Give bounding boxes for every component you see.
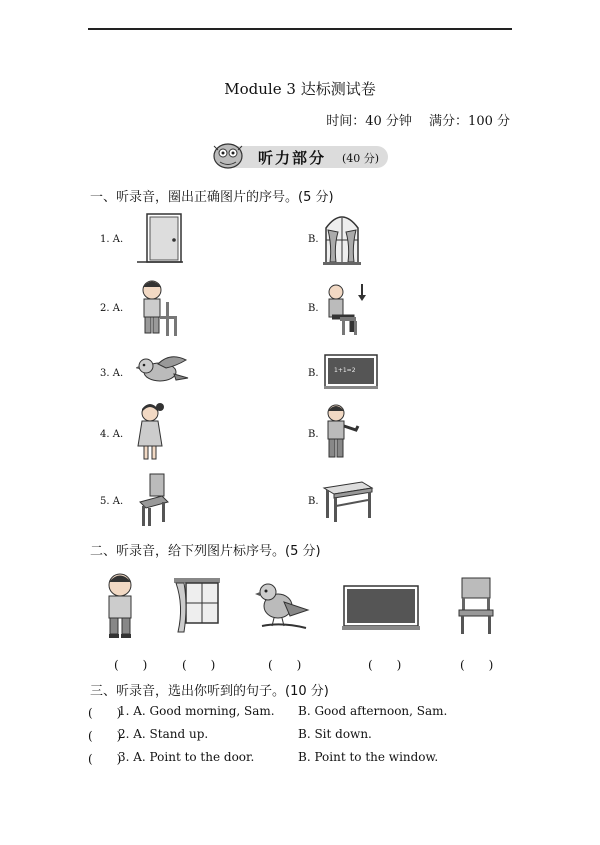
part3-heading: 三、听录音，选出你听到的句子。(10 分) bbox=[90, 684, 329, 699]
time-label: 时间：40 分钟 bbox=[326, 114, 412, 129]
part2-answer-blank-2[interactable]: ( ) bbox=[182, 658, 216, 672]
blackboard-icon bbox=[342, 584, 420, 632]
exam-meta bbox=[326, 110, 510, 129]
banner-points: (40 分) bbox=[342, 152, 380, 165]
door-icon bbox=[135, 212, 185, 264]
svg-text:1+1=2: 1+1=2 bbox=[334, 367, 356, 374]
q3-3-option-a: 3. A. Point to the door. bbox=[118, 750, 255, 764]
q2-b-label: B. bbox=[308, 303, 319, 314]
part3-answer-blank-3[interactable]: ( ) bbox=[88, 752, 122, 766]
boy-pointing-icon bbox=[322, 402, 362, 462]
window-icon bbox=[322, 210, 362, 266]
q3-a-label: 3. A. bbox=[100, 368, 124, 379]
bird-icon bbox=[254, 580, 312, 632]
mascot-icon bbox=[208, 140, 248, 172]
part3-answer-blank-2[interactable]: ( ) bbox=[88, 729, 122, 743]
q1-a-label: 1. A. bbox=[100, 234, 124, 245]
q3-1-option-a: 1. A. Good morning, Sam. bbox=[118, 704, 275, 718]
chair-icon bbox=[456, 576, 496, 636]
part2-answer-blank-5[interactable]: ( ) bbox=[460, 658, 494, 672]
part2-heading: 二、听录音，给下列图片标序号。(5 分) bbox=[90, 544, 321, 559]
window-icon bbox=[172, 576, 222, 634]
listening-section-banner bbox=[208, 140, 392, 170]
bird-icon bbox=[136, 352, 190, 388]
blackboard-icon bbox=[324, 354, 378, 390]
q5-b-label: B. bbox=[308, 496, 319, 507]
part2-answer-blank-4[interactable]: ( ) bbox=[368, 658, 402, 672]
score-label: 满分：100 分 bbox=[429, 114, 510, 129]
boy-icon bbox=[100, 572, 140, 642]
q3-2-option-a: 2. A. Stand up. bbox=[118, 727, 209, 741]
desk-icon bbox=[322, 480, 374, 524]
part2-answer-blank-1[interactable]: ( ) bbox=[114, 658, 148, 672]
man-sitting-icon bbox=[322, 280, 366, 338]
q4-a-label: 4. A. bbox=[100, 429, 124, 440]
q1-b-label: B. bbox=[308, 234, 319, 245]
q3-b-label: B. bbox=[308, 368, 319, 379]
q3-2-option-b: B. Sit down. bbox=[298, 727, 372, 741]
top-rule bbox=[88, 28, 512, 30]
q2-a-label: 2. A. bbox=[100, 303, 124, 314]
q3-1-option-b: B. Good afternoon, Sam. bbox=[298, 704, 448, 718]
part1-heading: 一、听录音，圈出正确图片的序号。(5 分) bbox=[90, 190, 334, 205]
q5-a-label: 5. A. bbox=[100, 496, 124, 507]
part2-answer-blank-3[interactable]: ( ) bbox=[268, 658, 302, 672]
girl-icon bbox=[136, 402, 166, 462]
q4-b-label: B. bbox=[308, 429, 319, 440]
q3-3-option-b: B. Point to the window. bbox=[298, 750, 439, 764]
chair-icon bbox=[136, 472, 170, 528]
boy-by-chair-icon bbox=[136, 278, 180, 338]
page-title: Module 3 达标测试卷 bbox=[224, 80, 376, 98]
banner-label: 听力部分 bbox=[258, 149, 327, 167]
part3-answer-blank-1[interactable]: ( ) bbox=[88, 706, 122, 720]
